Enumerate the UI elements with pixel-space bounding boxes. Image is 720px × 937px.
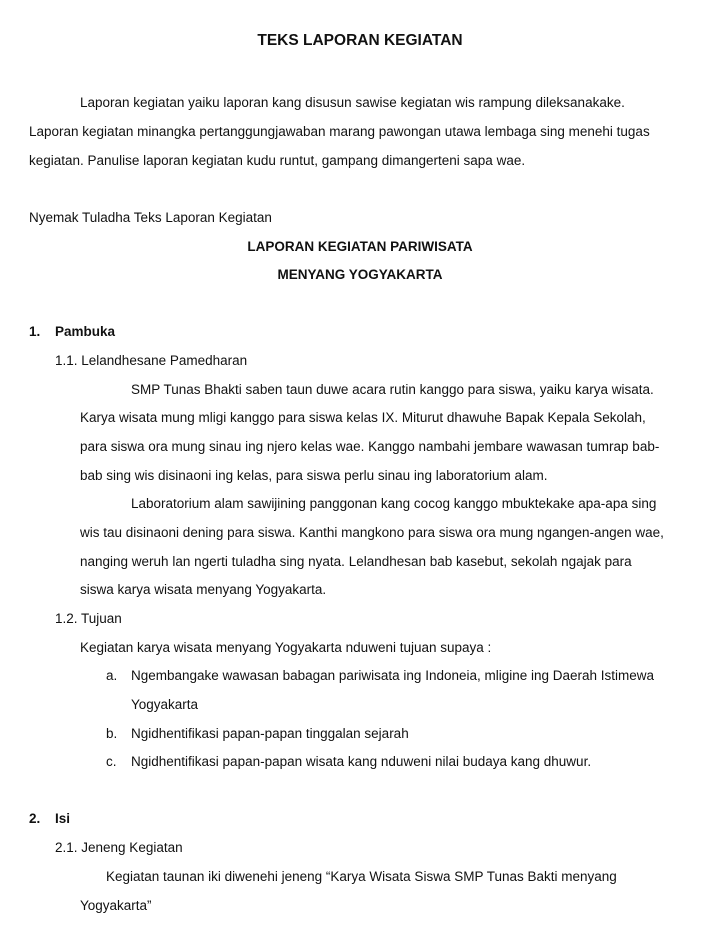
section-2-heading: Isi <box>55 811 71 826</box>
goal-c-marker: c. <box>106 754 117 769</box>
goal-b-marker: b. <box>106 726 118 741</box>
para-2-line-3: nanging weruh lan ngerti tuladha sing nyata. Lelandhesan bab kasebut, sekolah ngajak para <box>80 554 632 569</box>
para-1-line-2: Karya wisata mung mligi kanggo para siswa kelas IX. Miturut dhawuhe Bapak Kepala Sekolah, <box>80 410 646 425</box>
subsection-1-2-heading: 1.2. Tujuan <box>55 611 122 626</box>
para-3-line-2: Yogyakarta” <box>80 898 152 913</box>
para-2-line-2: wis tau disinaoni dening para siswa. Kanthi mangkono para siswa ora mung ngangen-angen wae, <box>80 525 664 540</box>
intro-line-1: Laporan kegiatan yaiku laporan kang disusun sawise kegiatan wis rampung dileksanakake. <box>80 95 625 110</box>
para-2-line-4: siswa karya wisata menyang Yogyakarta. <box>80 582 327 597</box>
para-1-line-4: bab sing wis disinaoni ing kelas, para siswa perlu sinau ing laboratorium alam. <box>80 468 548 483</box>
section-2-number: 2. <box>29 811 41 826</box>
para-1-line-3: para siswa ora mung sinau ing njero kelas wae. Kanggo nambahi jembare wawasan tumrap bab- <box>80 439 660 454</box>
para-2-line-1: Laboratorium alam sawijining panggonan kang cocog kanggo mbuktekake apa-apa sing <box>131 496 657 511</box>
intro-line-3: kegiatan. Panulise laporan kegiatan kudu runtut, gampang dimangerteni sapa wae. <box>29 153 526 168</box>
report-title-line-2: MENYANG YOGYAKARTA <box>277 267 443 282</box>
section-1-number: 1. <box>29 324 41 339</box>
intro-line-2: Laporan kegiatan minangka pertanggungjawaban marang pawongan utawa lembaga sing menehi tugas <box>29 124 650 139</box>
para-3-line-1: Kegiatan taunan iki diwenehi jeneng “Karya Wisata Siswa SMP Tunas Bakti menyang <box>106 869 617 884</box>
goal-a-line-2: Yogyakarta <box>131 697 199 712</box>
example-label: Nyemak Tuladha Teks Laporan Kegiatan <box>29 210 272 225</box>
goal-a-line-1: Ngembangake wawasan babagan pariwisata ing Indoneia, mligine ing Daerah Istimewa <box>131 668 655 683</box>
subsection-1-1-heading: 1.1. Lelandhesane Pamedharan <box>55 353 248 368</box>
goal-b-line-1: Ngidhentifikasi papan-papan tinggalan sejarah <box>131 726 409 741</box>
goal-c-line-1: Ngidhentifikasi papan-papan wisata kang nduweni nilai budaya kang dhuwur. <box>131 754 592 769</box>
goal-a-marker: a. <box>106 668 118 683</box>
report-title-line-1: LAPORAN KEGIATAN PARIWISATA <box>247 239 473 254</box>
para-1-line-1: SMP Tunas Bhakti saben taun duwe acara rutin kanggo para siswa, yaiku karya wisata. <box>131 382 654 397</box>
subsection-2-1-heading: 2.1. Jeneng Kegiatan <box>55 840 183 855</box>
section-1-heading: Pambuka <box>55 324 116 339</box>
goals-lead: Kegiatan karya wisata menyang Yogyakarta nduweni tujuan supaya : <box>80 640 492 655</box>
document-title: TEKS LAPORAN KEGIATAN <box>257 32 463 49</box>
